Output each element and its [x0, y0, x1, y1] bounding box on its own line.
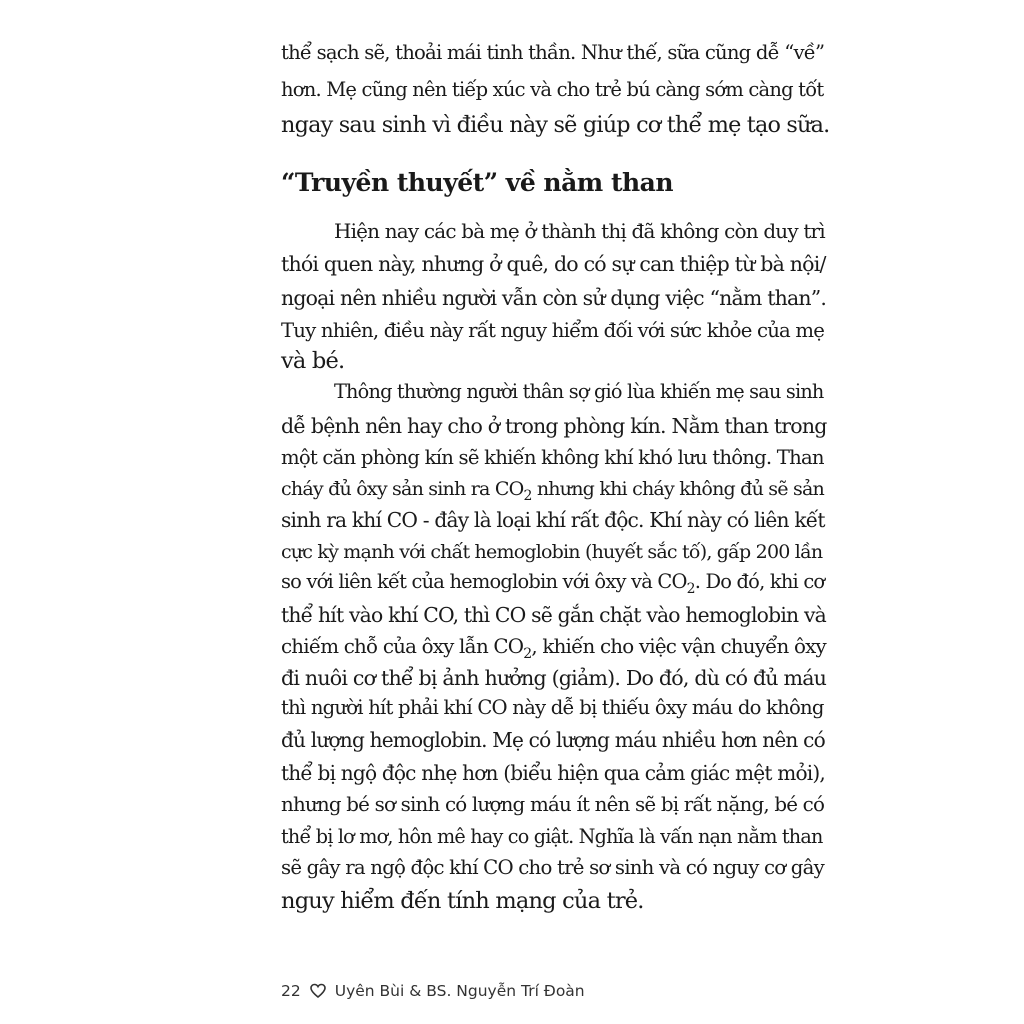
- top-paragraph-line-2: hơn. Mẹ cũng nên tiếp xúc và cho trẻ bú càng sớm càng tốt: [281, 78, 824, 101]
- page-footer: [281, 982, 585, 1000]
- paragraph-2-line-3: một căn phòng kín sẽ khiến không khí khó lưu thông. Than: [281, 446, 824, 469]
- paragraph-2-line-9: [281, 632, 826, 662]
- text-segment: cháy đủ ôxy sản sinh ra CO: [281, 478, 524, 500]
- paragraph-2-line-7: [281, 567, 824, 597]
- paragraph-2-line-17: nguy hiểm đến tính mạng của trẻ.: [281, 888, 644, 914]
- text-segment: chiếm chỗ của ôxy lẫn CO: [281, 635, 524, 658]
- paragraph-2-line-12: đủ lượng hemoglobin. Mẹ có lượng máu nhiều hơn nên có: [281, 728, 825, 752]
- top-paragraph-line-1: thể sạch sẽ, thoải mái tinh thần. Như thế, sữa cũng dễ “về”: [281, 41, 825, 64]
- text-segment: nhưng khi cháy không đủ sẽ sản: [531, 478, 824, 500]
- paragraph-2-line-11: thì người hít phải khí CO này dễ bị thiếu ôxy máu do không: [281, 696, 824, 719]
- paragraph-2-line-5: sinh ra khí CO - đây là loại khí rất độc. Khí này có liên kết: [281, 508, 825, 532]
- paragraph-1-line-5: và bé.: [281, 348, 345, 374]
- paragraph-2-line-14: nhưng bé sơ sinh có lượng máu ít nên sẽ bị rất nặng, bé có: [281, 793, 825, 816]
- paragraph-1-line-2: thói quen này, nhưng ở quê, do có sự can thiệp từ bà nội/: [281, 252, 826, 276]
- subscript-2: 2: [523, 488, 532, 504]
- author-credit: Uyên Bùi & BS. Nguyễn Trí Đoàn: [334, 982, 585, 1000]
- paragraph-2-line-1: Thông thường người thân sợ gió lùa khiến mẹ sau sinh: [334, 380, 824, 403]
- paragraph-2-line-16: sẽ gây ra ngộ độc khí CO cho trẻ sơ sinh và có nguy cơ gây: [281, 856, 824, 879]
- paragraph-2-line-2: dễ bệnh nên hay cho ở trong phòng kín. Nằm than trong: [281, 414, 827, 438]
- paragraph-2-line-6: cực kỳ mạnh với chất hemoglobin (huyết sắc tố), gấp 200 lần: [281, 541, 823, 563]
- paragraph-2-line-4: [281, 474, 824, 504]
- paragraph-2-line-15: thể bị lơ mơ, hôn mê hay co giật. Nghĩa là vấn nạn nằm than: [281, 825, 823, 848]
- paragraph-1-line-3: ngoại nên nhiều người vẫn còn sử dụng việc “nằm than”.: [281, 286, 827, 310]
- section-heading: “Truyền thuyết” về nằm than: [281, 168, 674, 197]
- subscript-2: 2: [686, 581, 695, 597]
- page-number: 22: [281, 982, 301, 1000]
- paragraph-2-line-10: đi nuôi cơ thể bị ảnh hưởng (giảm). Do đó, dù có đủ máu: [281, 666, 827, 690]
- paragraph-2-line-8: thể hít vào khí CO, thì CO sẽ gắn chặt vào hemoglobin và: [281, 603, 826, 627]
- top-paragraph-line-3: ngay sau sinh vì điều này sẽ giúp cơ thể mẹ tạo sữa.: [281, 112, 830, 138]
- heart-icon: [310, 983, 326, 999]
- paragraph-1-line-4: Tuy nhiên, điều này rất nguy hiểm đối với sức khỏe của mẹ: [281, 319, 825, 342]
- paragraph-2-line-13: thể bị ngộ độc nhẹ hơn (biểu hiện qua cảm giác mệt mỏi),: [281, 761, 825, 785]
- text-segment: , khiến cho việc vận chuyển ôxy: [531, 635, 826, 658]
- text-segment: . Do đó, khi cơ: [694, 570, 825, 593]
- subscript-2: 2: [523, 646, 532, 662]
- paragraph-1-line-1: Hiện nay các bà mẹ ở thành thị đã không còn duy trì: [334, 219, 825, 243]
- text-segment: so với liên kết của hemoglobin với ôxy và CO: [281, 570, 687, 593]
